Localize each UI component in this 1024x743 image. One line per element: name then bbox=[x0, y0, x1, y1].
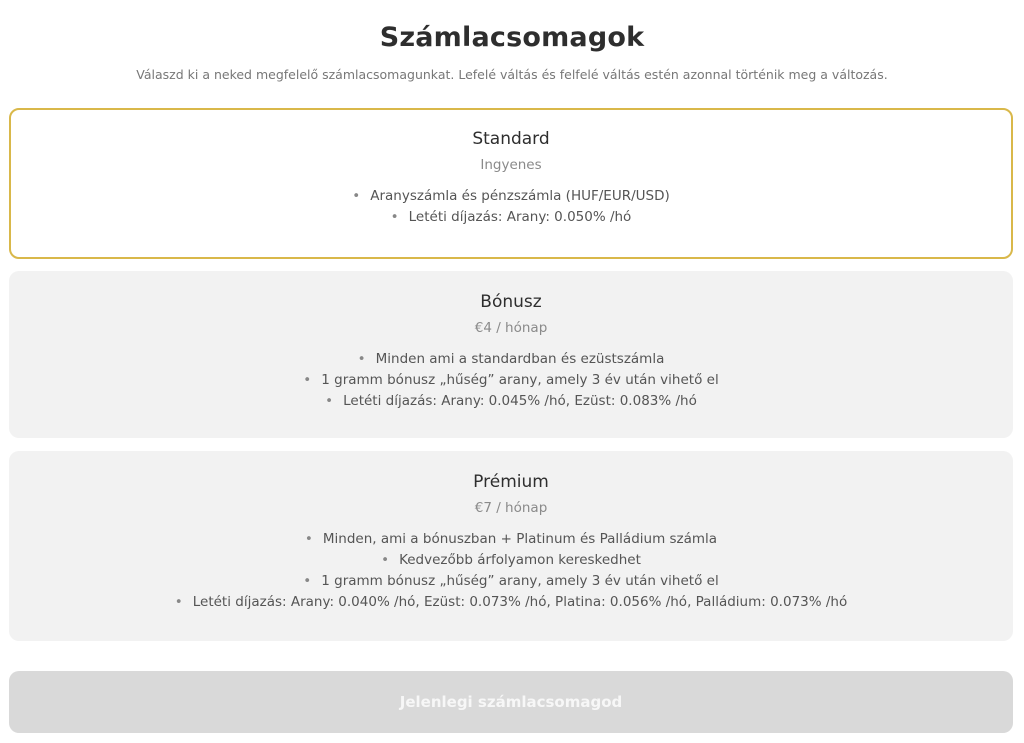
feature-item bbox=[9, 592, 1013, 613]
feature-list bbox=[9, 529, 1013, 613]
plan-name: Prémium bbox=[473, 472, 549, 492]
feature-text: Kedvezőbb árfolyamon kereskedhet bbox=[399, 552, 641, 568]
feature-text: Letéti díjazás: Arany: 0.040% /hó, Ezüst: 0.073% /hó, Platina: 0.056% /hó, Palládium: 0.073% /hó bbox=[192, 594, 848, 610]
feature-item bbox=[9, 349, 1013, 370]
bullet-icon: • bbox=[304, 531, 313, 547]
plan-card-bonusz[interactable] bbox=[9, 271, 1013, 438]
bullet-icon: • bbox=[303, 573, 312, 589]
bullet-icon: • bbox=[352, 188, 361, 204]
plan-name: Bónusz bbox=[480, 292, 542, 312]
feature-item bbox=[9, 571, 1013, 592]
plan-name: Standard bbox=[472, 129, 550, 149]
feature-text: 1 gramm bónusz „hűség” arany, amely 3 év után vihető el bbox=[321, 372, 719, 388]
bullet-icon: • bbox=[174, 594, 183, 610]
bullet-icon: • bbox=[390, 209, 399, 225]
feature-item bbox=[9, 370, 1013, 391]
feature-item bbox=[9, 391, 1013, 412]
feature-text: Letéti díjazás: Arany: 0.050% /hó bbox=[408, 209, 632, 225]
bullet-icon: • bbox=[381, 552, 390, 568]
feature-list bbox=[11, 186, 1011, 228]
bullet-icon: • bbox=[325, 393, 334, 409]
bullet-icon: • bbox=[303, 372, 312, 388]
feature-item bbox=[9, 550, 1013, 571]
feature-text: Letéti díjazás: Arany: 0.045% /hó, Ezüst: 0.083% /hó bbox=[343, 393, 697, 409]
feature-list bbox=[9, 349, 1013, 412]
page-title: Számlacsomagok bbox=[379, 22, 645, 53]
plan-price: €7 / hónap bbox=[474, 500, 548, 516]
feature-item bbox=[11, 186, 1011, 207]
feature-text: Minden, ami a bónuszban + Platinum és Palládium számla bbox=[322, 531, 718, 547]
bullet-icon: • bbox=[357, 351, 366, 367]
plan-price: Ingyenes bbox=[480, 157, 542, 173]
current-plan-button[interactable]: Jelenlegi számlacsomagod bbox=[9, 671, 1013, 733]
page-subtitle: Válaszd ki a neked megfelelő számlacsomagunkat. Lefelé váltás és felfelé váltás estén azonnal történik meg a változás. bbox=[136, 67, 888, 82]
feature-item bbox=[9, 529, 1013, 550]
feature-text: Minden ami a standardban és ezüstszámla bbox=[375, 351, 665, 367]
plan-card-standard[interactable] bbox=[9, 108, 1013, 259]
plan-price: €4 / hónap bbox=[474, 320, 548, 336]
feature-text: 1 gramm bónusz „hűség” arany, amely 3 év után vihető el bbox=[321, 573, 719, 589]
feature-item bbox=[11, 207, 1011, 228]
plan-card-premium[interactable] bbox=[9, 451, 1013, 641]
feature-text: Aranyszámla és pénzszámla (HUF/EUR/USD) bbox=[370, 188, 670, 204]
